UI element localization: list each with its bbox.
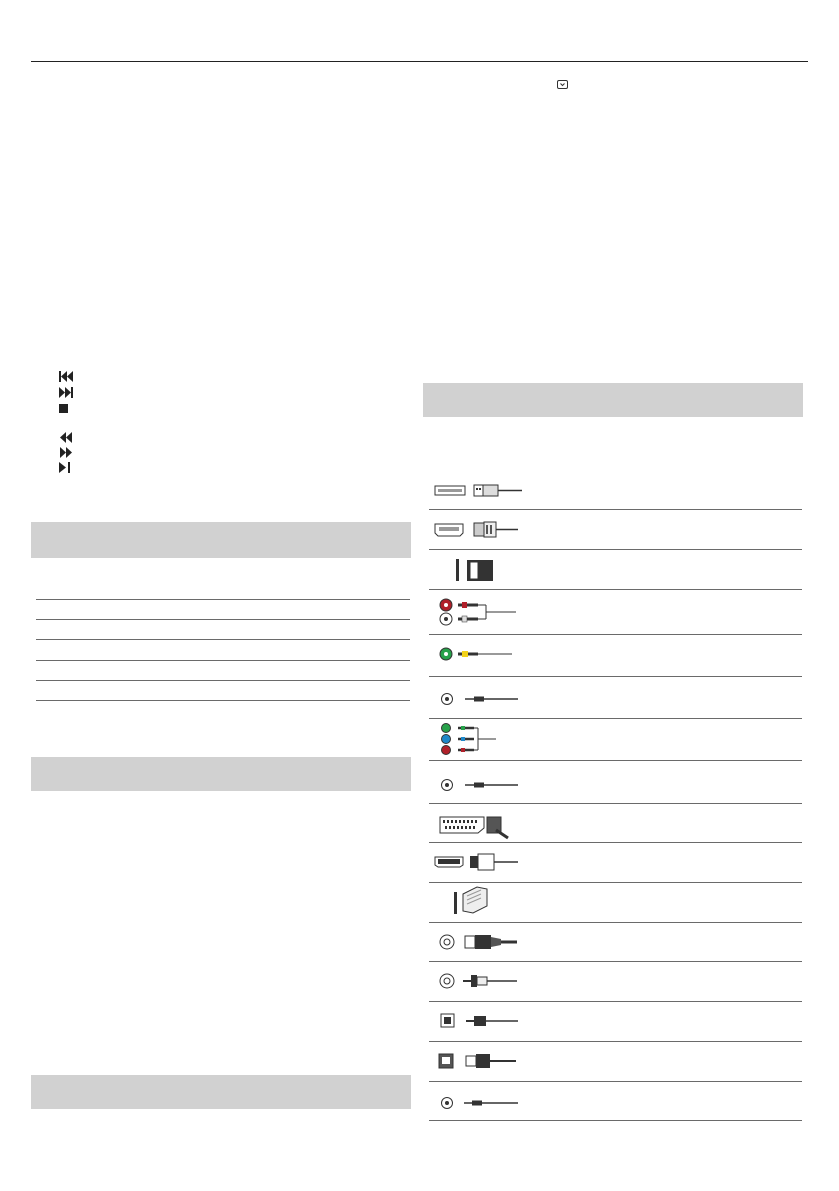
connector-row-rule bbox=[429, 842, 802, 843]
video-rca-icon bbox=[438, 646, 518, 662]
sd-card-icon bbox=[455, 557, 495, 583]
table-row-rule bbox=[36, 619, 410, 620]
section-header-band bbox=[31, 757, 411, 791]
coax-digital-icon bbox=[439, 972, 519, 990]
play-pause-icon bbox=[59, 462, 73, 473]
connector-row-rule bbox=[429, 589, 802, 590]
scart-connector-icon bbox=[438, 814, 518, 840]
connector-row-rule bbox=[429, 882, 802, 883]
optical-out-icon bbox=[440, 1013, 520, 1029]
connector-row-rule bbox=[429, 1120, 802, 1121]
connector-row-rule bbox=[429, 509, 802, 510]
component-ypbpr-icon bbox=[440, 723, 500, 755]
headphone-jack-icon bbox=[440, 778, 520, 792]
connector-row-rule bbox=[429, 1001, 802, 1002]
connector-row-rule bbox=[429, 634, 802, 635]
connector-row-rule bbox=[429, 922, 802, 923]
usb-connector-icon bbox=[434, 482, 524, 500]
connector-row-rule bbox=[429, 760, 802, 761]
ethernet-lan-icon bbox=[438, 1052, 518, 1072]
audio-rca-lr-icon bbox=[438, 597, 523, 627]
table-row-rule bbox=[36, 639, 410, 640]
connector-row-rule bbox=[429, 718, 802, 719]
connector-row-rule bbox=[429, 676, 802, 677]
table-row-rule bbox=[36, 599, 410, 600]
mini-jack-icon bbox=[440, 1096, 520, 1110]
connector-row-rule bbox=[429, 1081, 802, 1082]
connector-row-rule bbox=[429, 803, 802, 804]
skip-forward-icon bbox=[59, 387, 73, 398]
section-header-band bbox=[31, 522, 411, 558]
hdmi-connector-icon bbox=[434, 521, 524, 539]
table-row-rule bbox=[36, 680, 410, 681]
fast-forward-icon bbox=[59, 447, 73, 458]
antenna-input-icon bbox=[439, 933, 519, 951]
connector-row-rule bbox=[429, 961, 802, 962]
connectors-section-band bbox=[423, 383, 803, 417]
connector-row-rule bbox=[429, 1041, 802, 1042]
table-row-rule bbox=[36, 700, 410, 701]
connector-row-rule bbox=[429, 549, 802, 550]
ci-slot-icon bbox=[453, 886, 493, 916]
hdmi-cable-icon bbox=[434, 853, 524, 871]
stop-icon bbox=[59, 403, 73, 414]
section-header-band bbox=[31, 1075, 411, 1109]
rewind-icon bbox=[59, 432, 73, 443]
table-row-rule bbox=[36, 660, 410, 661]
audio-jack-icon bbox=[440, 692, 520, 706]
header-rule bbox=[31, 61, 808, 62]
remote-key-icon bbox=[557, 80, 569, 90]
skip-back-icon bbox=[59, 371, 73, 382]
